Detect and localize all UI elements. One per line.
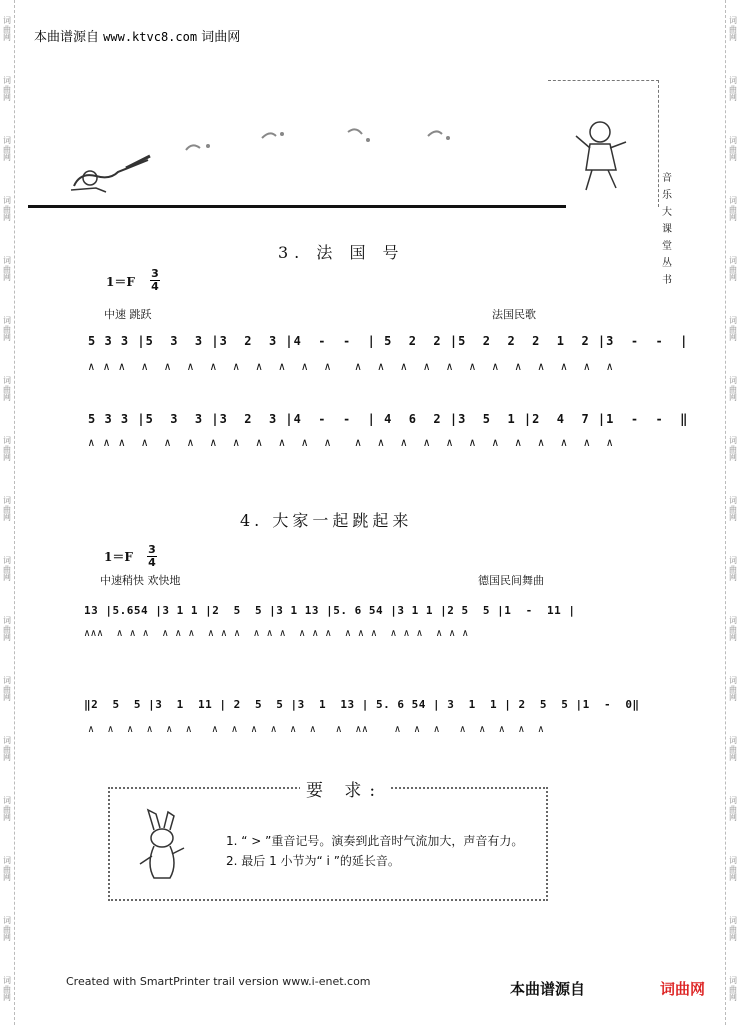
series-title — [660, 170, 674, 289]
song1-time-bottom: 4 — [151, 280, 159, 293]
watermark-glyph: 词 — [3, 675, 11, 685]
watermark-glyph: 曲 — [3, 24, 11, 34]
watermark-glyph: 词 — [729, 975, 737, 985]
requirement-item-2: 2. 最后 1 小节为“ i ”的延长音。 — [226, 854, 400, 868]
watermark-glyph-group — [0, 180, 14, 240]
watermark-glyph-group — [0, 840, 14, 900]
series-title-char: 书 — [662, 275, 672, 286]
series-title-char: 课 — [662, 224, 672, 235]
song2-tempo: 中速稍快 欢快地 — [100, 574, 181, 587]
watermark-glyph: 词 — [729, 15, 737, 25]
watermark-glyph: 词 — [729, 375, 737, 385]
song2-line2-accents: ∧ ∧ ∧ ∧ ∧ ∧ ∧ ∧ ∧ ∧ ∧ ∧ ∧ ∧∧ ∧ ∧ ∧ ∧ ∧ ∧ ∧ ∧ — [88, 724, 545, 735]
watermark-glyph-group — [726, 600, 740, 660]
watermark-source-text: 本曲谱源自 — [34, 30, 100, 45]
footer-source-text: 本曲谱源自 — [510, 980, 586, 998]
watermark-glyph: 词 — [729, 255, 737, 265]
song2-time-top: 3 — [148, 543, 156, 556]
watermark-glyph-group — [0, 720, 14, 780]
watermark-glyph: 词 — [729, 435, 737, 445]
series-title-char: 丛 — [662, 258, 672, 269]
watermark-glyph: 曲 — [3, 204, 11, 214]
watermark-glyph-group — [726, 660, 740, 720]
watermark-url[interactable]: www.ktvc8.com — [103, 30, 198, 44]
watermark-glyph: 曲 — [3, 984, 11, 994]
watermark-glyph: 网 — [729, 933, 737, 943]
watermark-glyph: 曲 — [729, 804, 737, 814]
watermark-glyph: 曲 — [729, 144, 737, 154]
song2-line2-notes: ‖2 5 5 |3 1 11 | 2 5 5 |3 1 13 | 5. 6 54 | 3 1 1 | 2 5 5 |1 - 0‖ — [84, 698, 640, 711]
watermark-glyph: 词 — [3, 75, 11, 85]
song2-line1-accents: ∧∧∧ ∧ ∧ ∧ ∧ ∧ ∧ ∧ ∧ ∧ ∧ ∧ ∧ ∧ ∧ ∧ ∧ ∧ ∧ ∧ ∧ ∧ ∧ ∧ ∧ — [84, 628, 469, 639]
watermark-glyph: 曲 — [729, 384, 737, 394]
song1-line2-notes: 5 3 3 |5 3 3 |3 2 3 |4 - - | 4 6 2 |3 5 1 |2 4 7 |1 - - ‖ — [88, 412, 689, 426]
watermark-glyph: 曲 — [729, 564, 737, 574]
watermark-glyph: 网 — [3, 993, 11, 1003]
watermark-glyph: 曲 — [729, 924, 737, 934]
watermark-glyph: 词 — [3, 255, 11, 265]
watermark-glyph: 词 — [729, 555, 737, 565]
watermark-glyph: 曲 — [3, 924, 11, 934]
requirement-item-1: 1. “ > ”重音记号。演奏到此音时气流加大，声音有力。 — [226, 834, 524, 848]
watermark-glyph: 网 — [729, 93, 737, 103]
requirements-title: 要 求: — [300, 776, 389, 801]
watermark-glyph: 词 — [3, 135, 11, 145]
watermark-glyph-group — [726, 840, 740, 900]
watermark-glyph: 网 — [3, 873, 11, 883]
watermark-glyph-group — [0, 480, 14, 540]
watermark-glyph: 词 — [729, 855, 737, 865]
watermark-glyph-group — [726, 300, 740, 360]
watermark-glyph: 网 — [729, 993, 737, 1003]
watermark-glyph: 词 — [3, 855, 11, 865]
watermark-glyph: 曲 — [729, 624, 737, 634]
watermark-glyph: 词 — [729, 495, 737, 505]
watermark-glyph: 曲 — [729, 984, 737, 994]
watermark-glyph: 词 — [729, 135, 737, 145]
watermark-glyph-group — [0, 60, 14, 120]
watermark-glyph: 网 — [3, 93, 11, 103]
watermark-glyph: 词 — [3, 315, 11, 325]
watermark-glyph: 曲 — [3, 864, 11, 874]
watermark-glyph-group — [726, 0, 740, 60]
watermark-glyph: 网 — [729, 453, 737, 463]
watermark-glyph: 网 — [3, 33, 11, 43]
watermark-glyph: 网 — [729, 513, 737, 523]
watermark-glyph: 网 — [3, 753, 11, 763]
watermark-glyph: 网 — [729, 753, 737, 763]
watermark-glyph: 词 — [729, 675, 737, 685]
song1-tempo: 中速 跳跃 — [104, 308, 152, 321]
watermark-glyph-group — [0, 900, 14, 960]
watermark-glyph: 词 — [3, 615, 11, 625]
song2-line1-notes: 13 |5.654 |3 1 1 |2 5 5 |3 1 13 |5. 6 54 |3 1 1 |2 5 5 |1 - 11 | — [84, 604, 576, 617]
watermark-glyph: 网 — [729, 573, 737, 583]
left-watermark-strip — [0, 0, 15, 1025]
watermark-glyph: 网 — [729, 153, 737, 163]
rabbit-illustration — [134, 808, 190, 884]
header-rule — [28, 205, 566, 208]
watermark-glyph: 曲 — [3, 264, 11, 274]
watermark-glyph: 曲 — [729, 744, 737, 754]
watermark-glyph: 曲 — [3, 804, 11, 814]
watermark-glyph-group — [0, 960, 14, 1020]
watermark-glyph: 词 — [3, 795, 11, 805]
song2-time-signature — [147, 544, 157, 569]
song1-line1-accents: ∧ ∧ ∧ ∧ ∧ ∧ ∧ ∧ ∧ ∧ ∧ ∧ ∧ ∧ ∧ ∧ ∧ ∧ ∧ ∧ ∧ ∧ ∧ ∧ — [88, 360, 614, 373]
watermark-glyph-group — [726, 120, 740, 180]
watermark-glyph-group — [0, 600, 14, 660]
watermark-glyph-group — [726, 240, 740, 300]
watermark-glyph-group — [0, 0, 14, 60]
watermark-glyph-group — [726, 780, 740, 840]
watermark-glyph: 词 — [729, 75, 737, 85]
watermark-glyph: 曲 — [729, 864, 737, 874]
watermark-glyph: 词 — [3, 735, 11, 745]
watermark-glyph: 网 — [729, 393, 737, 403]
watermark-glyph: 曲 — [3, 384, 11, 394]
watermark-glyph: 网 — [729, 333, 737, 343]
watermark-site-text: 词曲网 — [201, 30, 241, 45]
song1-origin: 法国民歌 — [492, 308, 536, 321]
watermark-glyph: 网 — [3, 333, 11, 343]
watermark-glyph: 词 — [729, 315, 737, 325]
watermark-glyph: 网 — [729, 273, 737, 283]
watermark-glyph: 网 — [3, 153, 11, 163]
watermark-glyph: 曲 — [729, 504, 737, 514]
watermark-glyph: 网 — [3, 213, 11, 223]
watermark-glyph: 词 — [3, 495, 11, 505]
watermark-glyph: 词 — [3, 975, 11, 985]
watermark-glyph: 词 — [3, 375, 11, 385]
watermark-glyph: 曲 — [3, 84, 11, 94]
watermark-glyph: 曲 — [3, 624, 11, 634]
watermark-glyph-group — [0, 660, 14, 720]
boy-flute-illustration — [66, 150, 156, 195]
series-title-char: 乐 — [662, 190, 672, 201]
song1-time-top: 3 — [151, 267, 159, 280]
watermark-glyph: 词 — [729, 915, 737, 925]
song2-origin: 德国民间舞曲 — [478, 574, 544, 587]
watermark-glyph-group — [726, 420, 740, 480]
watermark-glyph: 曲 — [729, 204, 737, 214]
watermark-glyph: 网 — [3, 513, 11, 523]
watermark-glyph: 词 — [3, 915, 11, 925]
watermark-glyph: 网 — [3, 573, 11, 583]
watermark-glyph-group — [726, 180, 740, 240]
watermark-glyph: 网 — [3, 633, 11, 643]
watermark-glyph: 网 — [729, 813, 737, 823]
music-notes-decoration — [178, 122, 458, 162]
girl-dancing-illustration — [568, 116, 632, 194]
watermark-glyph: 网 — [729, 633, 737, 643]
watermark-glyph-group — [0, 240, 14, 300]
watermark-glyph: 词 — [3, 435, 11, 445]
watermark-glyph: 曲 — [3, 504, 11, 514]
watermark-glyph-group — [726, 360, 740, 420]
watermark-glyph: 词 — [3, 555, 11, 565]
watermark-glyph-group — [0, 420, 14, 480]
footer-site-link[interactable]: 词曲网 — [660, 980, 706, 998]
watermark-glyph: 词 — [729, 735, 737, 745]
series-title-char: 大 — [662, 207, 672, 218]
watermark-glyph-group — [726, 480, 740, 540]
watermark-glyph-group — [0, 540, 14, 600]
song1-key: 1＝F — [106, 275, 135, 289]
watermark-glyph: 网 — [3, 813, 11, 823]
watermark-glyph-group — [726, 720, 740, 780]
watermark-glyph: 词 — [729, 795, 737, 805]
watermark-glyph: 网 — [729, 33, 737, 43]
watermark-glyph: 曲 — [729, 684, 737, 694]
watermark-glyph: 曲 — [3, 564, 11, 574]
watermark-glyph: 曲 — [729, 24, 737, 34]
watermark-glyph: 曲 — [3, 684, 11, 694]
watermark-glyph: 网 — [729, 213, 737, 223]
song2-key: 1＝F — [104, 550, 133, 564]
top-watermark — [34, 26, 240, 45]
series-title-char: 音 — [662, 173, 672, 184]
watermark-glyph: 词 — [729, 615, 737, 625]
watermark-glyph-group — [0, 300, 14, 360]
watermark-glyph: 网 — [729, 693, 737, 703]
song1-time-signature — [150, 268, 160, 293]
watermark-glyph: 曲 — [3, 144, 11, 154]
watermark-glyph: 曲 — [729, 84, 737, 94]
watermark-glyph-group — [726, 540, 740, 600]
watermark-glyph: 网 — [3, 453, 11, 463]
watermark-glyph: 网 — [3, 273, 11, 283]
watermark-glyph: 词 — [3, 15, 11, 25]
watermark-glyph-group — [0, 360, 14, 420]
footer-created-with: Created with SmartPrinter trail version www.i-enet.com — [66, 975, 371, 988]
watermark-glyph: 词 — [3, 195, 11, 205]
watermark-glyph: 曲 — [729, 444, 737, 454]
right-watermark-strip — [725, 0, 740, 1025]
song-title-dance-together: 4. 大家一起跳起来 — [240, 511, 413, 530]
watermark-glyph: 曲 — [3, 324, 11, 334]
watermark-glyph-group — [0, 120, 14, 180]
watermark-glyph-group — [0, 780, 14, 840]
song-title-french-horn: 3. 法 国 号 — [278, 243, 405, 262]
watermark-glyph: 网 — [729, 873, 737, 883]
watermark-glyph-group — [726, 900, 740, 960]
song1-line1-notes: 5 3 3 |5 3 3 |3 2 3 |4 - - | 5 2 2 |5 2 2 2 1 2 |3 - - | — [88, 334, 689, 348]
watermark-glyph: 曲 — [729, 264, 737, 274]
watermark-glyph: 网 — [3, 393, 11, 403]
watermark-glyph: 词 — [729, 195, 737, 205]
song2-time-bottom: 4 — [148, 556, 156, 569]
watermark-glyph-group — [726, 960, 740, 1020]
watermark-glyph: 曲 — [3, 744, 11, 754]
watermark-glyph-group — [726, 60, 740, 120]
series-title-char: 堂 — [662, 241, 672, 252]
watermark-glyph: 网 — [3, 933, 11, 943]
watermark-glyph: 网 — [3, 693, 11, 703]
watermark-glyph: 曲 — [729, 324, 737, 334]
song1-line2-accents: ∧ ∧ ∧ ∧ ∧ ∧ ∧ ∧ ∧ ∧ ∧ ∧ ∧ ∧ ∧ ∧ ∧ ∧ ∧ ∧ ∧ ∧ ∧ ∧ — [88, 436, 614, 449]
watermark-glyph: 曲 — [3, 444, 11, 454]
